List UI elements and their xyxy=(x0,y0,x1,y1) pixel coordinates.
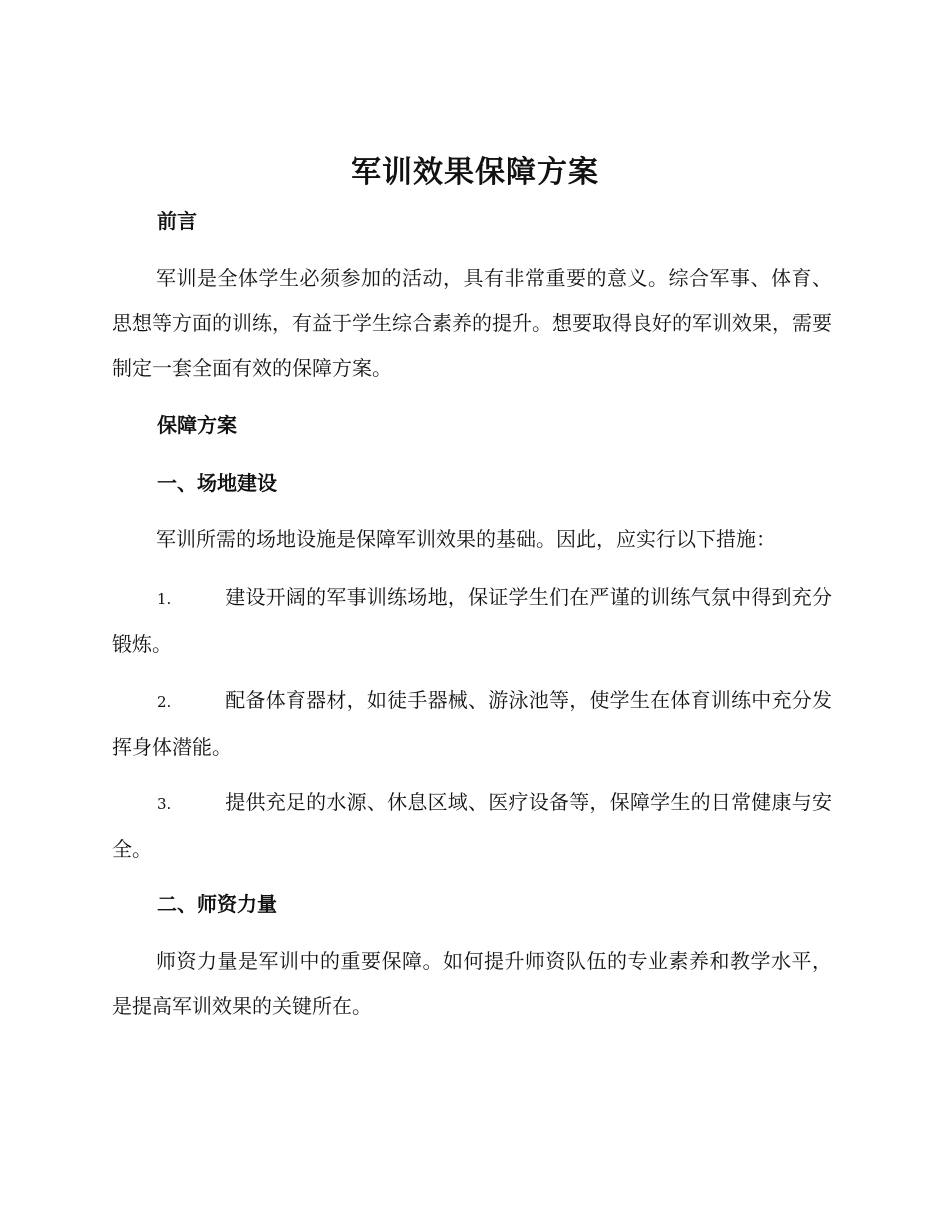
section2-heading: 二、师资力量 xyxy=(157,892,277,916)
section1-heading: 一、场地建设 xyxy=(157,471,277,495)
document-title: 军训效果保障方案 xyxy=(351,155,599,190)
list-item-text: 建设开阔的军事训练场地，保证学生们在严谨的训练气氛中得到充分锻炼。 xyxy=(112,585,832,656)
preface-heading: 前言 xyxy=(157,209,197,233)
plan-heading: 保障方案 xyxy=(157,413,237,437)
list-item-text: 配备体育器材，如徒手器械、游泳池等，使学生在体育训练中充分发挥身体潜能。 xyxy=(112,688,832,759)
section1-intro: 军训所需的场地设施是保障军训效果的基础。因此，应实行以下措施： xyxy=(156,527,776,551)
list-item xyxy=(112,575,832,667)
list-item-number: 3. xyxy=(157,795,172,813)
list-item xyxy=(112,678,832,770)
list-item-number: 1. xyxy=(157,590,172,608)
section2-paragraph: 师资力量是军训中的重要保障。如何提升师资队伍的专业素养和教学水平，是提高军训效果的关键所在。 xyxy=(112,949,832,1018)
list-item-text: 提供充足的水源、休息区域、医疗设备等，保障学生的日常健康与安全。 xyxy=(112,790,832,861)
list-item-number: 2. xyxy=(157,693,172,711)
preface-paragraph: 军训是全体学生必须参加的活动，具有非常重要的意义。综合军事、体育、思想等方面的训练，有益于学生综合素养的提升。想要取得良好的军训效果，需要制定一套全面有效的保障方案。 xyxy=(112,266,832,380)
list-item xyxy=(112,780,832,872)
